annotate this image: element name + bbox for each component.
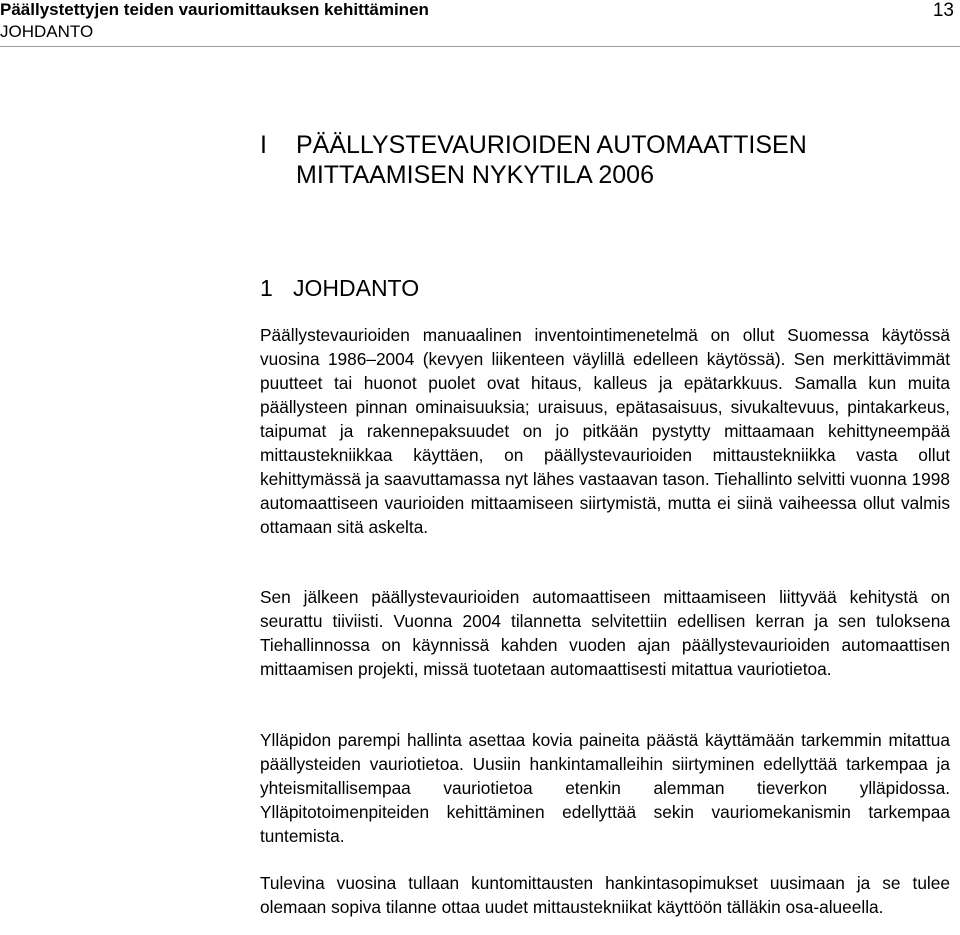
part-number: I bbox=[260, 131, 267, 159]
body-paragraph-1: Päällystevaurioiden manuaalinen inventointimenetelmä on ollut Suomessa käytössä vuosina 1986–2004 (kevyen liikenteen väylillä edelleen käytössä). Sen merkittävimmät puutteet tai huonot puolet ovat hitaus, kalleus ja epätarkkuus. Samalla kun muita päällysteen pinnan ominaisuuksia; uraisuus, epätasaisuus, sivukaltevuus, pintakarkeus, taipumat ja rakennepaksuudet on jo pitkään pystytty mittaamaan kehittyneempää mittaustekniikkaa käyttäen, on päällystevaurioiden mittaustekniikka vasta ollut kehittymässä ja saavuttamassa nyt lähes vastaavan tason. Tiehallinto selvitti vuonna 1998 automaattiseen vaurioiden mittaamiseen siirtymistä, mutta ei siinä vaiheessa ollut valmis ottamaan sitä askelta. bbox=[260, 325, 950, 537]
header-divider bbox=[0, 46, 960, 47]
chapter-title: JOHDANTO bbox=[293, 275, 420, 301]
running-header-section: JOHDANTO bbox=[0, 22, 94, 41]
page-number: 13 bbox=[932, 0, 954, 21]
page-header bbox=[0, 0, 960, 47]
chapter-number: 1 bbox=[260, 275, 273, 301]
running-header-title: Päällystettyjen teiden vauriomittauksen kehittäminen bbox=[0, 0, 429, 19]
body-paragraph-2: Sen jälkeen päällystevaurioiden automaattiseen mittaamiseen liittyvää kehitystä on seurattu tiiviisti. Vuonna 2004 tilannetta selvitettiin edellisen kerran ja sen tuloksena Tiehallinnossa on käynnissä kahden vuoden ajan päällystevaurioiden automaattisen mittaamisen projekti, missä tuotetaan automaattisesti mitattua vauriotietoa. bbox=[260, 587, 950, 679]
body-paragraph-4: Tulevina vuosina tullaan kuntomittausten hankintasopimukset uusimaan ja se tulee olemaan sopiva tilanne ottaa uudet mittaustekniikat käyttöön tälläkin osa-alueella. bbox=[260, 873, 950, 917]
body-paragraph-3: Ylläpidon parempi hallinta asettaa kovia paineita päästä käyttämään tarkemmin mitattua päällysteiden vauriotietoa. Uusiin hankintamalleihin siirtyminen edellyttää tarkempaa ja yhteismitallisempaa vauriotietoa etenkin alemman tieverkon ylläpidossa. Ylläpitotoimenpiteiden kehittäminen edellyttää sekin vauriomekanismin tarkempaa tuntemista. bbox=[260, 730, 950, 846]
part-title: PÄÄLLYSTEVAURIOIDEN AUTOMAATTISEN MITTAAMISEN NYKYTILA 2006 bbox=[296, 131, 807, 189]
